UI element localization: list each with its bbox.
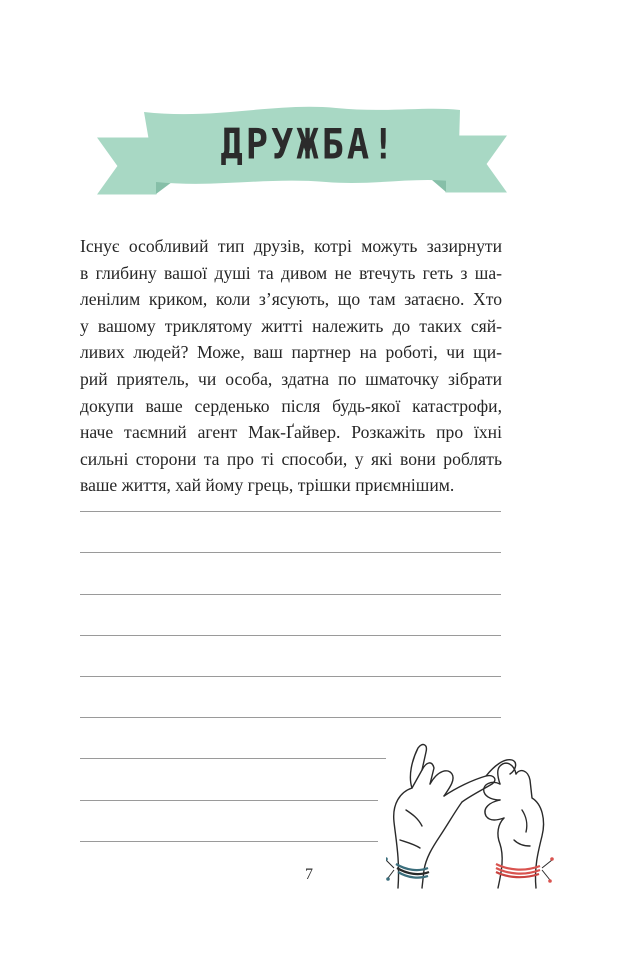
- body-line: рий приятель, чи особа, здатна по шматочку зібрати: [80, 368, 502, 389]
- body-paragraph: [80, 233, 502, 499]
- writing-line[interactable]: [80, 594, 501, 595]
- writing-line[interactable]: [80, 841, 378, 842]
- writing-line[interactable]: [80, 676, 501, 677]
- writing-line[interactable]: [80, 758, 386, 759]
- writing-line[interactable]: [80, 511, 501, 512]
- body-line: в глибину вашої душі та дивом не втечуть геть з ша-: [80, 262, 502, 283]
- body-line: сильні сторони та про ті способи, у які вони роблять: [80, 448, 502, 469]
- writing-line[interactable]: [80, 552, 501, 553]
- body-line: докупи ваше серденько після будь-якої катастрофи,: [80, 395, 502, 416]
- writing-line[interactable]: [80, 800, 378, 801]
- body-line: ленілим криком, коли з’ясують, що там затаєно. Хто: [80, 289, 502, 310]
- body-line: ваше життя, хай йому грець, трішки приємнішим.: [80, 475, 455, 496]
- body-line: у вашому триклятому житті належить до таких сяй-: [80, 315, 502, 336]
- page-number: 7: [305, 866, 313, 883]
- writing-line[interactable]: [80, 717, 501, 718]
- body-line: Існує особливий тип друзів, котрі можуть зазирнути: [80, 236, 502, 256]
- page-title: ДРУЖБА!: [220, 120, 398, 169]
- writing-line[interactable]: [80, 635, 501, 636]
- body-line: наче таємний агент Мак-Ґайвер. Розкажіть про їхні: [80, 422, 502, 443]
- body-line: ливих людей? Може, ваш партнер на роботі, чи щи-: [80, 342, 502, 363]
